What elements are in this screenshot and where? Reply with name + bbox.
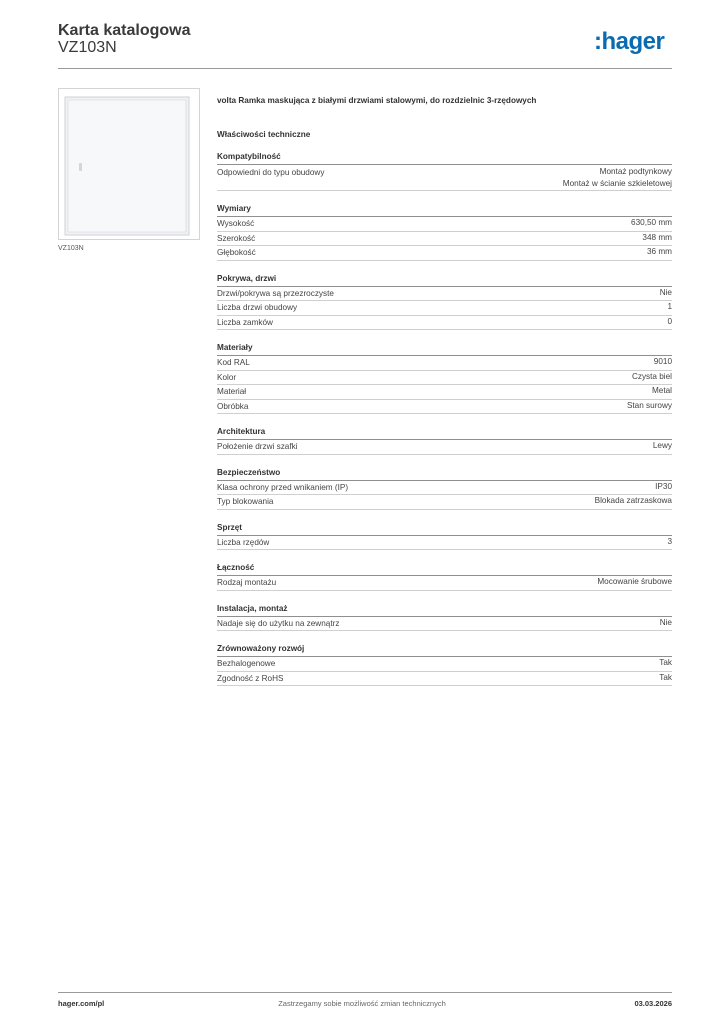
property-value-line: Tak (659, 672, 672, 682)
property-value-line: 3 (667, 536, 672, 546)
property-row (217, 165, 672, 191)
section-title: Łączność (217, 561, 672, 576)
property-label: Kod RAL (217, 358, 250, 367)
property-value-line: 36 mm (646, 247, 672, 256)
property-value (660, 287, 672, 301)
image-caption: VZ103N (58, 245, 84, 252)
property-row (217, 385, 672, 400)
property-label: Typ blokowania (217, 497, 274, 506)
property-value (667, 536, 672, 550)
property-section (217, 425, 672, 455)
property-value (659, 657, 672, 671)
property-value-line: 9010 (653, 357, 672, 366)
footer-notice: Zastrzegamy sobie możliwość zmian technicznych (278, 999, 446, 1008)
property-value-line: Stan surowy (626, 400, 672, 410)
technical-properties (217, 150, 672, 697)
property-value-line: Lewy (652, 441, 672, 450)
property-label: Rodzaj montażu (217, 578, 277, 587)
property-value (647, 246, 672, 260)
property-value-line: Nie (659, 617, 672, 627)
property-value-line: Czysta biel (631, 371, 672, 381)
property-section (217, 341, 672, 414)
property-value (660, 617, 672, 631)
property-label: Klasa ochrony przed wnikaniem (IP) (217, 482, 349, 492)
property-value (655, 481, 672, 495)
property-value (659, 672, 672, 686)
section-title: Zrównoważony rozwój (217, 642, 672, 657)
property-label: Odpowiedni do typu obudowy (217, 168, 325, 177)
section-title: Materiały (217, 341, 672, 356)
property-value (627, 400, 672, 414)
property-label: Liczba drzwi obudowy (217, 303, 298, 312)
property-label: Szerokość (217, 233, 256, 243)
property-label: Materiał (217, 387, 247, 396)
property-label: Drzwi/pokrywa są przezroczyste (217, 288, 334, 298)
section-title: Instalacja, montaż (217, 602, 672, 617)
property-value-line: 0 (667, 316, 672, 326)
property-value-line: 630,50 mm (631, 218, 672, 227)
section-title: Bezpieczeństwo (217, 466, 672, 481)
property-label: Kolor (217, 372, 237, 382)
property-row (217, 356, 672, 371)
property-row (217, 217, 672, 232)
property-row (217, 536, 672, 551)
property-row (217, 617, 672, 632)
property-row (217, 301, 672, 316)
property-row (217, 576, 672, 591)
property-section (217, 642, 672, 686)
enclosure-door-illustration (59, 89, 199, 239)
property-value-line: Metal (651, 386, 672, 395)
product-code: VZ103N (58, 39, 117, 56)
document-title: Karta katalogowa (58, 22, 191, 39)
footer-date: 03.03.2026 (634, 999, 672, 1008)
section-title: Wymiary (217, 202, 672, 217)
property-section (217, 561, 672, 591)
property-label: Położenie drzwi szafki (217, 442, 298, 451)
property-row (217, 287, 672, 302)
hager-logo[interactable] (594, 28, 664, 56)
property-value (597, 576, 672, 590)
properties-heading: Właściwości techniczne (217, 130, 311, 139)
property-row (217, 316, 672, 331)
property-label: Obróbka (217, 401, 249, 411)
property-label: Zgodność z RoHS (217, 673, 284, 683)
product-description: volta Ramka maskująca z białymi drzwiami stalowymi, do rozdzielnic 3-rzędowych (217, 96, 537, 105)
property-row (217, 246, 672, 261)
property-value (667, 316, 672, 330)
property-value-line: Tak (659, 658, 672, 667)
header-divider (58, 68, 672, 69)
logo-text: hager (601, 28, 665, 55)
property-label: Liczba zamków (217, 317, 273, 327)
property-value (595, 495, 672, 509)
property-label: Wysokość (217, 219, 255, 228)
section-title: Sprzęt (217, 521, 672, 536)
property-value-line: 1 (667, 302, 672, 311)
property-label: Bezhalogenowe (217, 659, 276, 668)
property-value-line: Nie (659, 287, 672, 297)
property-value-line: Montaż w ścianie szkieletowej (562, 178, 672, 188)
property-value (563, 166, 672, 189)
property-row (217, 672, 672, 687)
logo-colon-mark: : (594, 28, 602, 55)
property-value-line: Blokada zatrzaskowa (594, 496, 672, 505)
property-value (652, 385, 672, 399)
property-value-line: IP30 (655, 481, 672, 491)
section-title: Kompatybilność (217, 150, 672, 165)
property-section (217, 521, 672, 551)
footer-website-link[interactable]: hager.com/pl (58, 999, 105, 1008)
product-image (58, 88, 200, 240)
property-section (217, 150, 672, 191)
property-section (217, 602, 672, 632)
section-title: Architektura (217, 425, 672, 440)
property-value (632, 371, 672, 385)
property-section (217, 272, 672, 331)
property-row (217, 440, 672, 455)
property-row (217, 232, 672, 247)
property-value-line: 348 mm (642, 232, 672, 242)
section-title: Pokrywa, drzwi (217, 272, 672, 287)
property-row (217, 400, 672, 415)
property-label: Głębokość (217, 248, 256, 257)
footer-divider (58, 992, 672, 993)
property-row (217, 371, 672, 386)
property-label: Liczba rzędów (217, 537, 270, 547)
property-value (642, 232, 672, 246)
property-row (217, 657, 672, 672)
property-row (217, 495, 672, 510)
property-value (631, 217, 672, 231)
property-value-line: Montaż podtynkowy (599, 167, 672, 176)
property-value (654, 356, 672, 370)
property-section (217, 466, 672, 510)
property-section (217, 202, 672, 261)
property-value (653, 440, 672, 454)
property-label: Nadaje się do użytku na zewnątrz (217, 618, 340, 628)
property-value-line: Mocowanie śrubowe (597, 577, 672, 586)
property-value (667, 301, 672, 315)
property-row (217, 481, 672, 496)
